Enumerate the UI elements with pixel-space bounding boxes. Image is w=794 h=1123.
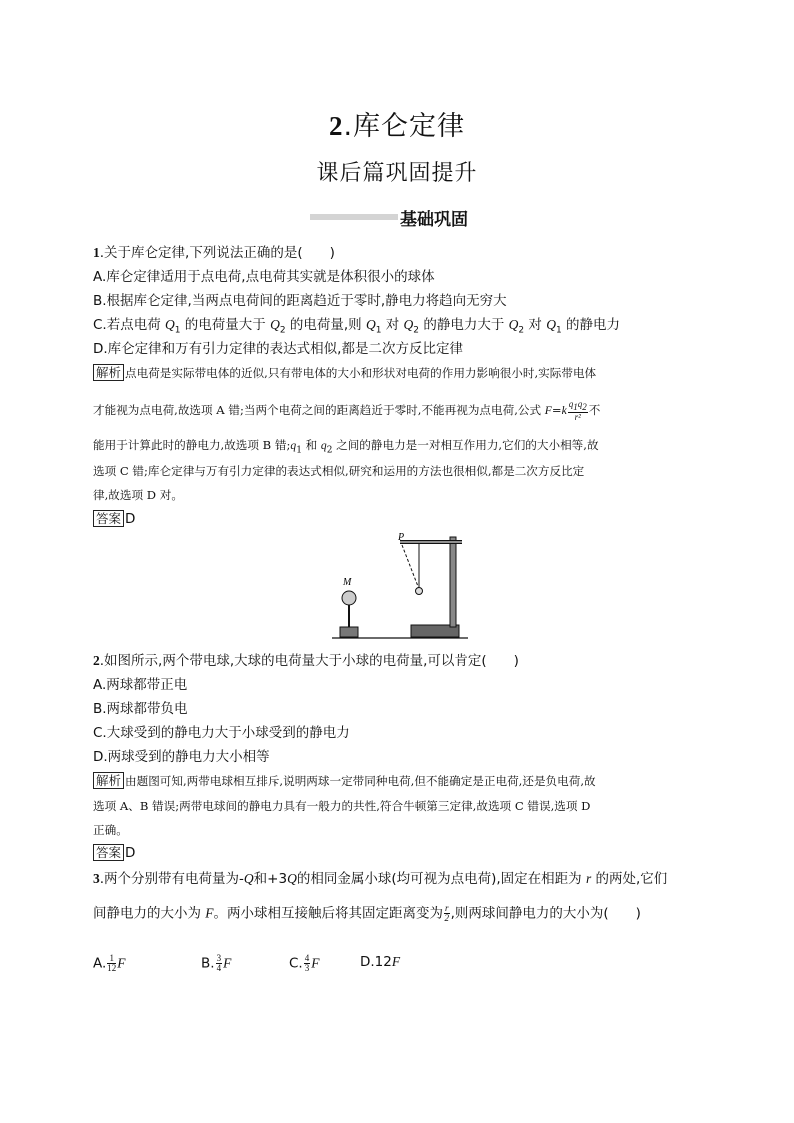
coulomb-fraction: $\frac{q_1q_2}{\text{r²}}$: [568, 399, 587, 422]
section-bar: [310, 214, 398, 220]
q2-analysis-line: 解析 由题图可知,两带电球相互排斥,说明两球一定带同种电荷,但不能确定是正电荷,还是负电荷,故: [93, 772, 596, 789]
analysis-tag: 解析: [93, 364, 124, 381]
q1-option-a: A.库仑定律适用于点电荷,点电荷其实就是体积很小的球体: [93, 269, 435, 285]
q1-option-c: C.若点电荷 $Q_1$ 的电荷量大于 $Q_2$ 的电荷量,则 $Q_1$ 对 $Q_2$ 的静电力大于 $Q_2$ 对 $Q_1$ 的静电力: [93, 317, 620, 336]
q3-stem-line2: 间静电力的大小为 F。两小球相互接触后将其固定距离变为 $\frac{r}{2}$ ,则两球间静电力的大小为( ): [93, 903, 641, 923]
analysis-tag: 解析: [93, 772, 124, 789]
page-title: 2.库仑定律: [328, 111, 466, 142]
q2-stem: 2.如图所示,两个带电球,大球的电荷量大于小球的电荷量,可以肯定( ): [93, 653, 519, 669]
answer-tag: 答案: [93, 510, 124, 527]
q2-analysis-line: 选项 A、B 错误;两带电球间的静电力具有一般力的共性,符合牛顿第三定律,故选项 C 错误,选项 D: [93, 799, 591, 813]
q3-option-a: A. $\frac{1}{12}$ F: [93, 953, 126, 973]
q2-option-c: C.大球受到的静电力大于小球受到的静电力: [93, 725, 350, 741]
q3-stem-line1: 3.两个分别带有电荷量为-Q和+3Q的相同金属小球(均可视为点电荷),固定在相距为 r 的两处,它们: [93, 871, 668, 887]
q1-analysis-line: 解析 点电荷是实际带电体的近似,只有带电体的大小和形状对电荷的作用力影响很小时,实际带电体: [93, 364, 596, 381]
q2-analysis-line: 正确。: [93, 823, 128, 837]
label-m: M: [343, 577, 352, 588]
q1-analysis-line: 能用于计算此时的静电力,故选项 B 错$;q_1$ 和 $q_2$ 之间的静电力是一对相互作用力,它们的大小相等,故: [93, 438, 599, 456]
q2-option-d: D.两球受到的静电力大小相等: [93, 749, 270, 765]
q3-option-d: D.12F: [360, 954, 401, 970]
label-p: P: [398, 532, 405, 543]
q1-stem: 1.关于库仑定律,下列说法正确的是( ): [93, 245, 335, 261]
q1-analysis-line: 选项 C 错;库仑定律与万有引力定律的表达式相似,研究和运用的方法也很相似,都是二次方反比定: [93, 464, 585, 478]
q2-option-b: B.两球都带负电: [93, 701, 188, 717]
charged-spheres-figure: [332, 532, 472, 642]
answer-tag: 答案: [93, 844, 124, 861]
q1-option-d: D.库仑定律和万有引力定律的表达式相似,都是二次方反比定律: [93, 341, 463, 357]
section-title: 基础巩固: [400, 210, 468, 230]
r-over-2-fraction: $\frac{r}{2}$: [444, 903, 450, 923]
q1-analysis-line: 律,故选项 D 对。: [93, 488, 183, 502]
q3-option-c: C. $\frac{4}{3}$ F: [289, 953, 320, 973]
page-subtitle: 课后篇巩固提升: [316, 161, 478, 186]
q2-option-a: A.两球都带正电: [93, 677, 188, 693]
q1-option-b: B.根据库仑定律,当两点电荷间的距离趋近于零时,静电力将趋向无穷大: [93, 293, 507, 309]
q3-option-b: B. $\frac{3}{4}$ F: [201, 953, 232, 973]
q1-analysis-line: 才能视为点电荷,故选项 A 错;当两个电荷之间的距离趋近于零时,不能再视为点电荷,公式 F=k $\frac{q_1q_2}{\text{r²}}$ 不: [93, 399, 601, 422]
q2-answer: 答案 D: [93, 844, 135, 862]
q1-answer: 答案 D: [93, 510, 135, 528]
